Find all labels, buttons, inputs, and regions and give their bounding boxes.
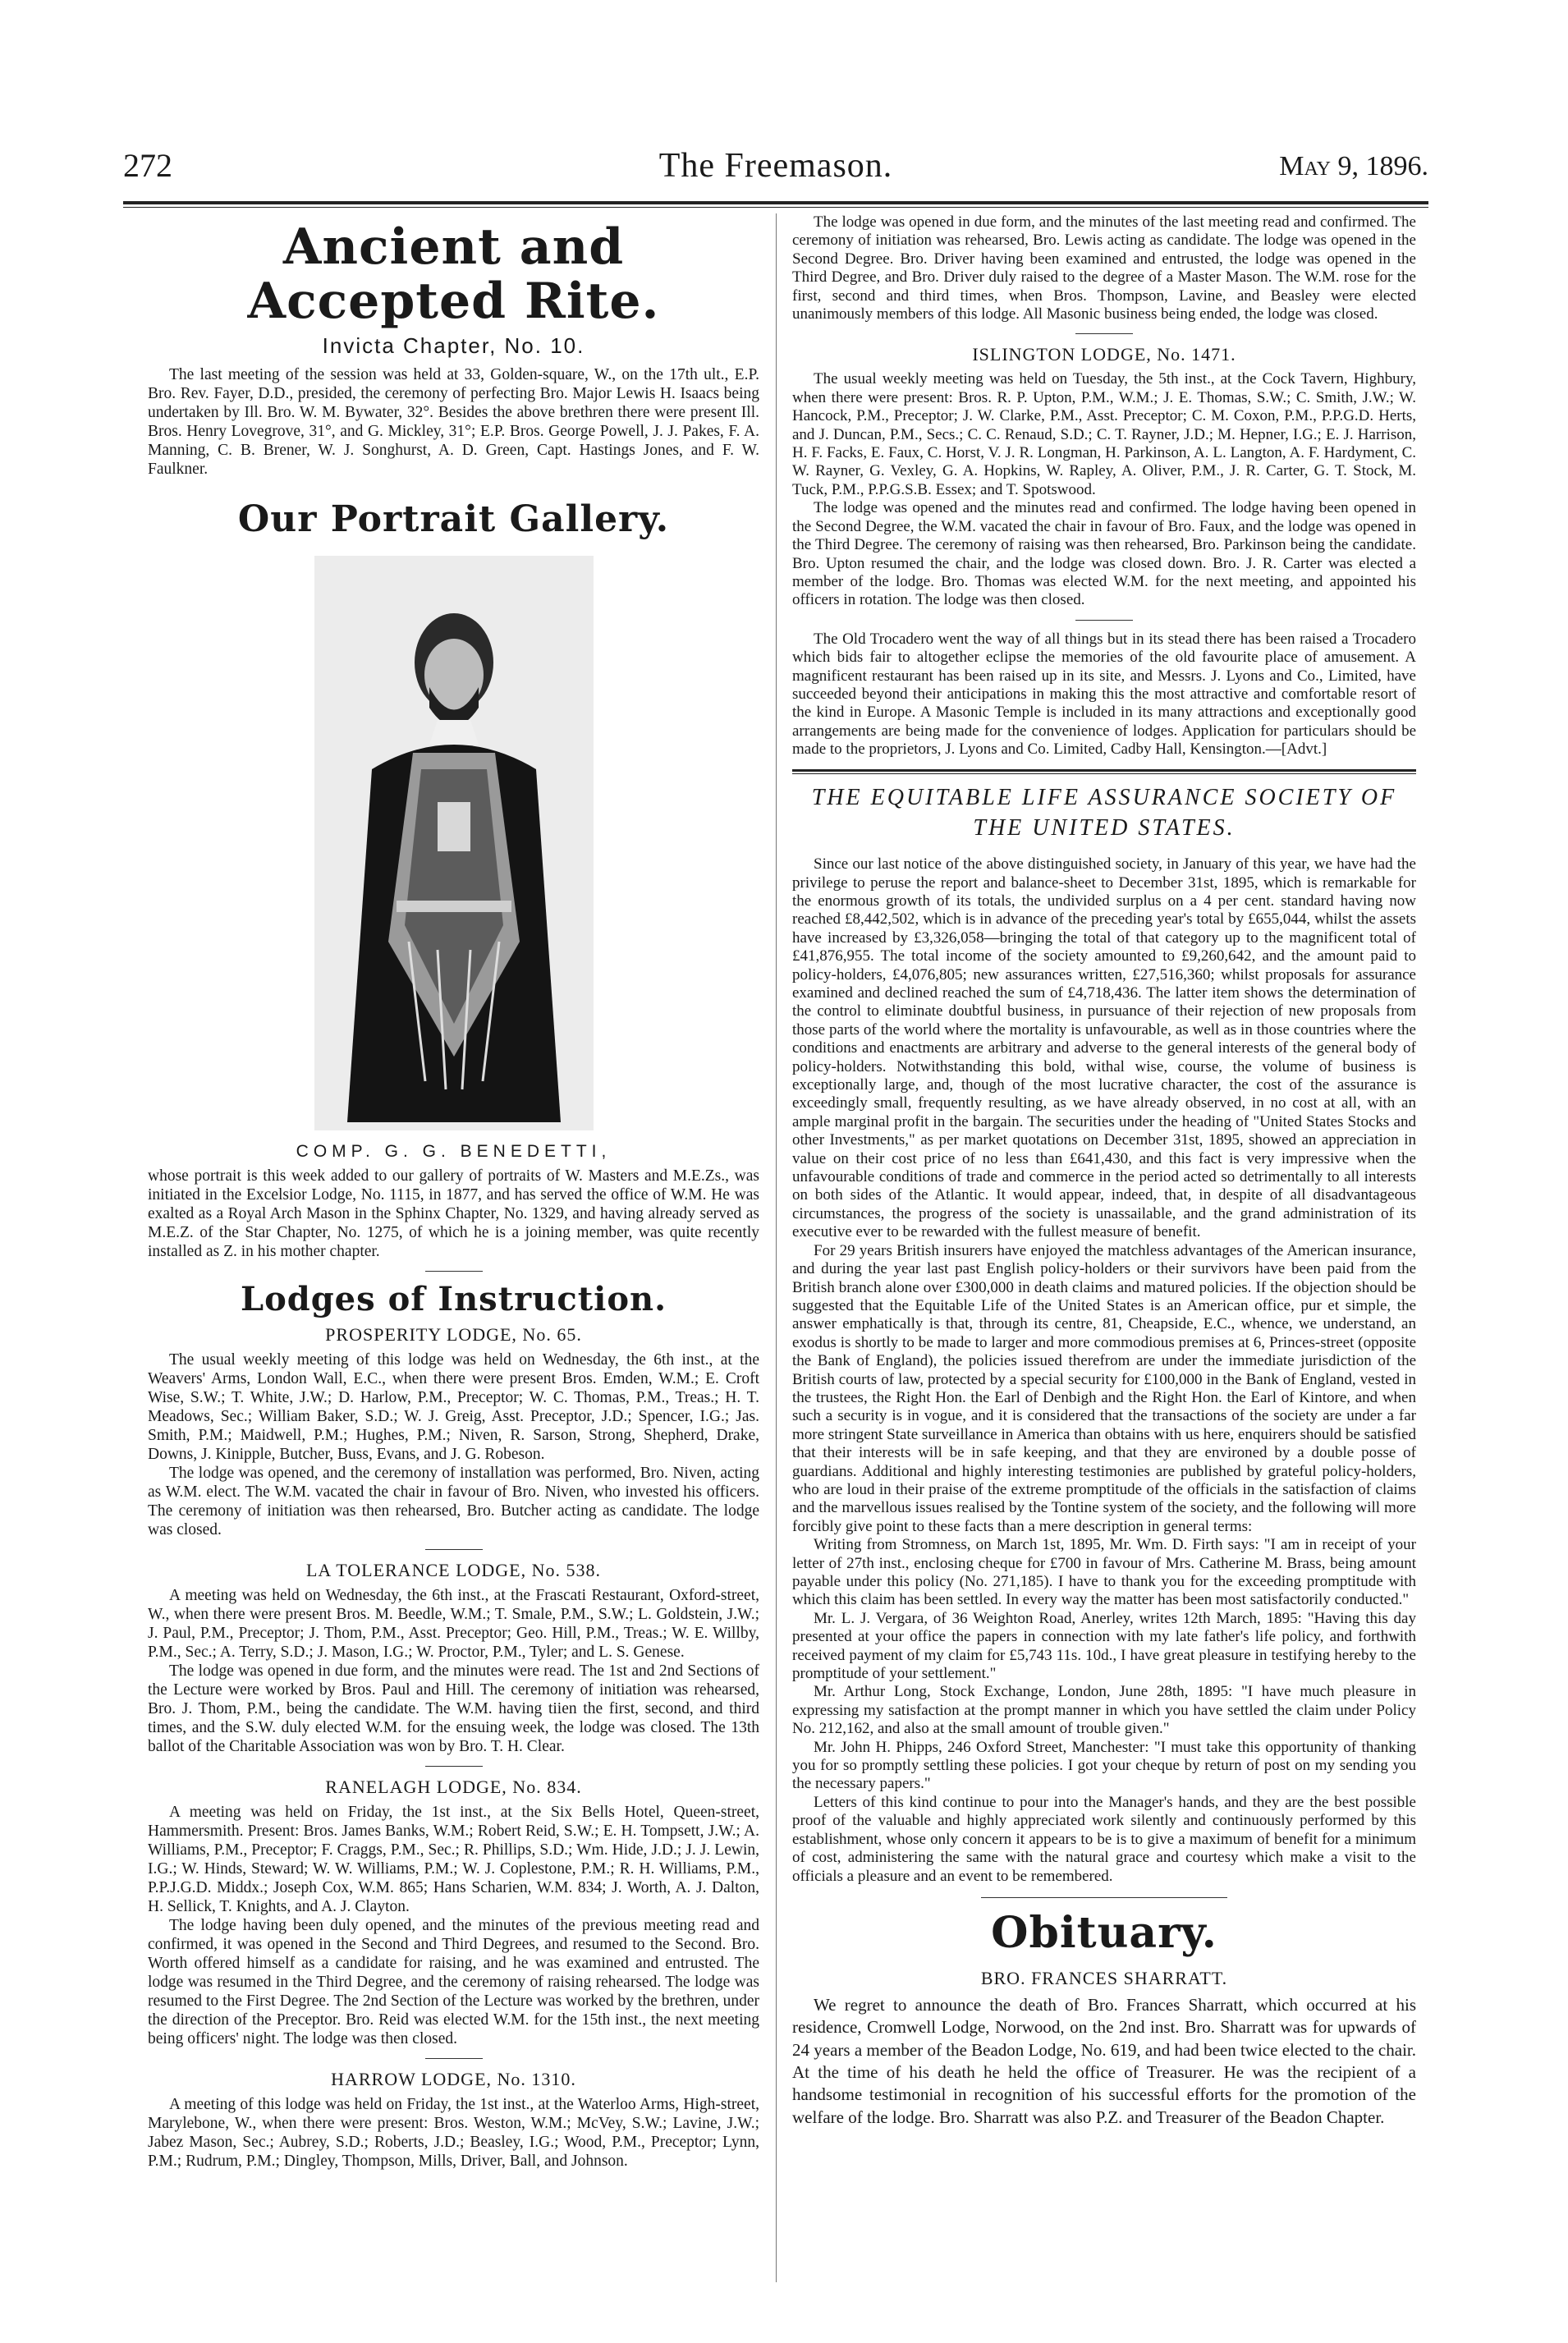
harrow-p1: A meeting of this lodge was held on Friday, the 1st inst., at the Waterloo Arms, High-street, Marylebone, W., when there were present: Bros. Weston, W.M.; McVey, S.W.; Lavine, J.W.; Jabez Mason, Sec.; Aubrey, S.D.; Roberts, J.D.; Beasley, I.G.; Wood, P.M., Preceptor; Lynn, P.M.; Rudrum, P.M.; Dingley, Thompson, Mills, Driver, Ball, and Johnson. bbox=[148, 2096, 759, 2171]
page-number: 272 bbox=[123, 147, 172, 184]
trocadero-notice: The Old Trocadero went the way of all things but in its stead there has been raised a Trocadero which bids fair to altogether eclipse the memories of the old favourite place of amusement. A magnificent restaurant has been raised up in its site, and Messrs. J. Lyons and Co., Limited, have succeeded beyond their anticipations in making this the most attractive and comfortable resort of the kind in Europe. A Masonic Temple is included in its many attractions and exceptionally good arrangements are being made for the convenience of lodges. Application for particulars should be made to the proprietors, J. Lyons and Co. Limited, Cadby Hall, Kensington.—[Advt.] bbox=[792, 630, 1416, 759]
section-rule-thick bbox=[792, 769, 1416, 772]
equitable-p6: Mr. John H. Phipps, 246 Oxford Street, Manchester: "I must take this opportunity of thanking you for so promptly settling these policies. I got your cheque by return of post on my sending you the necessary papers." bbox=[792, 1738, 1416, 1793]
ancient-rite-body: The last meeting of the session was held at 33, Golden-square, W., on the 17th ult., E.P. Bro. Rev. Fayer, D.D., presided, the ceremony of perfecting Bro. Major Lewis H. Isaacs being undertaken by Ill. Bro. W. M. Bywater, 32°. Besides the above brethren there were present Ill. Bros. Henry Lovegrove, 31°, and G. Mickley, 31°; E.P. Bros. George Powell, J. J. Pakes, F. A. Manning, C. B. Brener, W. J. Songhurst, A. D. Green, Capt. Hastings Jones, and F. W. Faulkner. bbox=[148, 366, 759, 478]
right-column bbox=[792, 213, 1416, 2129]
column-divider bbox=[776, 213, 777, 2282]
equitable-title bbox=[792, 782, 1416, 845]
section-rule-thin bbox=[792, 773, 1416, 774]
obituary-name: BRO. FRANCES SHARRATT. bbox=[980, 1968, 1228, 1989]
section-rule bbox=[1075, 333, 1133, 334]
tolerance-p2: The lodge was opened in due form, and the minutes were read. The 1st and 2nd Sections of the Lecture were worked by Bros. Paul and Hill. The ceremony of initiation was rehearsed, Bro. J. Thom, P.M., being the candidate. The W.M. having tiien the first, second, and third times, and the S.W. duly elected W.M. for the ensuing week, the lodge was closed. The 13th ballot of the Charitable Association was won by Bro. T. H. Clear. bbox=[148, 1662, 759, 1756]
left-column bbox=[148, 213, 759, 2171]
harrow-continuation: The lodge was opened in due form, and the minutes of the last meeting read and confirmed. The ceremony of initiation was rehearsed, Bro. Lewis acting as candidate. The lodge was opened in the Second Degree. Bro. Driver having been examined and entrusted, the lodge was opened in the Third Degree, and Bro. Driver duly raised to the degree of a Master Mason. The W.M. rose for the first, second and third times, when Bros. Thompson, Lavine, and Beasley were elected unanimously members of this lodge. All Masonic business being ended, the lodge was closed. bbox=[792, 213, 1416, 323]
section-rule bbox=[425, 2058, 483, 2059]
portrait-photo bbox=[314, 556, 594, 1130]
ranelagh-p2: The lodge having been duly opened, and the minutes of the previous meeting read and confirmed, it was opened in the Second and Third Degrees, and resumed to the Second. Bro. Worth offered himself as a candidate for raising, and he was examined and entrusted. The lodge was resumed in the Third Degree, and the ceremony of raising rehearsed. The lodge was resumed to the First Degree. The 2nd Section of the Lecture was worked by the brethren, under the direction of the Preceptor. Bro. Reid was elected W.M. for the 15th inst., the next meeting being officers' night. The lodge was then closed. bbox=[148, 1917, 759, 2048]
portrait-body: whose portrait is this week added to our gallery of portraits of W. Masters and M.E.Zs., was initiated in the Excelsior Lodge, No. 1115, in 1877, and has served the office of W.M. He was exalted as a Royal Arch Mason in the Sphinx Chapter, No. 1329, and having already served as M.E.Z. of the Star Chapter, No. 1275, of which he is a joining member, was quite recently installed as Z. in his mother chapter. bbox=[148, 1167, 759, 1261]
lodges-instruction-title: Lodges of Instruction. bbox=[240, 1280, 667, 1319]
section-rule bbox=[425, 1271, 483, 1272]
equitable-p1: Since our last notice of the above distinguished society, in January of this year, we have had the privilege to peruse the report and balance-sheet to December 31st, 1895, which is remarkable for the enormous growth of its totals, the undivided surplus on a 4 per cent. standard having now reached £8,442,502, which is in advance of the preceding year's total by £655,044, whilst the assets have increased by £3,326,058—bringing the total of that category up to the magnificent total of £41,876,955. The total income of the society amounted to £9,260,642, and the amount paid to policy-holders, £4,076,805; new assurances written, £27,516,360; whilst proposals for assurance examined and declined reached the sum of £4,718,436. The latter item shows the determination of the control to eliminate doubtful business, in pursuance of their rejection of new proposals from those parts of the world where the mortality is unfavourable, as well as in those countries where the conditions and enactments are arbitrary and adverse to the general interests of the general body of policy-holders. Notwithstanding this bold, withal wise, course, the volume of business is exceptionally large, and, though of the most lucrative character, the cost of the assurance is exceedingly small, frequently resulting, as we have already observed, in no cost at all, with an ample marginal profit in the bargain. The securities under the heading of "United States Stocks and other Investments," as per market quotations on December 31st, 1895, showed an appreciation in value on their cost price of no less than £641,430, and this fact is very impressive when the unfavourable conditions of trade and commerce in the period acted so detrimentally to all interests on both sides of the Atlantic. It would appear, indeed, that, in despite of all disadvantageous circumstances, the progress of the society is unassailable, and the grand administration of its executive ever to be rewarded with the fullest measure of benefit. bbox=[792, 855, 1416, 1241]
section-rule bbox=[981, 1897, 1227, 1898]
equitable-p3: Writing from Stromness, on March 1st, 1895, Mr. Wm. D. Firth says: "I am in receipt of your letter of 27th inst., enclosing cheque for £700 in favour of Mrs. Catherine M. Brass, being amount payable under this policy (No. 271,185). I have to thank you for the exceeding promptitude with which this claim has been settled. In every way the matter has been most satisfactorily conducted." bbox=[792, 1536, 1416, 1609]
masthead: The Freemason. bbox=[658, 147, 893, 185]
portrait-gallery-title: Our Portrait Gallery. bbox=[237, 498, 670, 540]
islington-p2: The lodge was opened and the minutes read and confirmed. The lodge having been opened in the Second Degree, the W.M. vacated the chair in favour of Bro. Faux, and the lodge was opened in the Third Degree. The ceremony of raising was then rehearsed, Bro. Parkinson being the candidate. Bro. Upton resumed the chair, and the lodge was closed down. Bro. J. R. Carter was elected a member of the lodge. Bro. Thomas was elected W.M. for the next meeting, and appointed his officers in rotation. The lodge was then closed. bbox=[792, 499, 1416, 609]
tolerance-p1: A meeting was held on Wednesday, the 6th inst., at the Frascati Restaurant, Oxford-street, W., when there were present Bros. M. Beedle, W.M.; T. Smale, P.M., S.W.; L. Goldstein, J.W.; J. Paul, P.M., Preceptor; J. Thom, P.M., Asst. Preceptor; Geo. Hill, P.M., Treas.; W. E. Willby, P.M., Sec.; A. Terry, S.D.; J. Mason, I.G.; W. Proctor, P.M., Tyler; and L. S. Genese. bbox=[148, 1587, 759, 1662]
prosperity-heading: PROSPERITY LODGE, No. 65. bbox=[325, 1324, 582, 1346]
equitable-p2: For 29 years British insurers have enjoyed the matchless advantages of the American insurance, and during the year last past English policy-holders or their survivors have been paid from the British branch alone over £300,000 in death claims and matured policies. If the objection should be suggested that the Equitable Life of the United States is an American office, pur et simple, the answer emphatically is that, through its centre, 81, Cheapside, E.C., whence, we understand, an exodus is shortly to be made to larger and more commodious premises at 6, Princes-street (opposite the Bank of England), the policies issued therefrom are under the immediate jurisdiction of the British courts of law, protected by a special security for £100,000 in the Bank of England, vested in the trustees, the Right Hon. the Earl of Denbigh and the Right Hon. the Earl of Kintore, and when such a security is in vogue, and it is considered that the transactions of the society are under a far more stringent State surveillance in America than obtains with us here, enquirers should be satisfied that their interests will be in safe keeping, and that they are environed by a double posse of guardians. Additional and highly interesting testimonies are published by grateful policy-holders, who are loud in their praise of the extreme promptitude of the officials in the satisfaction of claims and the marvellous issues realised by the Tontine system of the society, and the following will more forcibly give point to these facts than a mere description in general terms: bbox=[792, 1241, 1416, 1535]
issue-date: May 9, 1896. bbox=[1279, 151, 1428, 181]
harrow-heading: HARROW LODGE, No. 1310. bbox=[331, 2069, 576, 2090]
portrait-figure-icon bbox=[314, 556, 594, 1130]
section-rule bbox=[1075, 620, 1133, 621]
equitable-title-line2: THE UNITED STATES. bbox=[973, 815, 1236, 841]
equitable-p4: Mr. L. J. Vergara, of 36 Weighton Road, Anerley, writes 12th March, 1895: "Having this day presented at your office the papers in connection with my late father's life policy, and forthwith received payment of my claim for £5,743 11s. 10d., I have great pleasure in testifying hereby to the promptitude of your settlement." bbox=[792, 1609, 1416, 1683]
ranelagh-p1: A meeting was held on Friday, the 1st inst., at the Six Bells Hotel, Queen-street, Hammersmith. Present: Bros. James Banks, W.M.; Robert Reid, S.W.; E. H. Tompsett, J.W.; A. Williams, P.M., Preceptor; F. Craggs, P.M., Sec.; R. Phillips, S.D.; Wm. Hide, J.D.; J. J. Lewin, I.G.; W. Hinds, Steward; W. W. Williams, P.M.; W. J. Coplestone, P.M.; R. H. Williams, P.M., P.P.J.G.D. Middx.; Joseph Cox, W.M. 865; Hans Scharien, W.M. 834; J. Worth, A. J. Dalton, H. Sellick, T. Knights, and A. J. Clayton. bbox=[148, 1804, 759, 1916]
ancient-rite-title: Ancient and Accepted Rite. bbox=[247, 218, 660, 330]
header-rule bbox=[123, 201, 1428, 204]
obituary-body: We regret to announce the death of Bro. Frances Sharratt, which occurred at his residence, Cromwell Lodge, Norwood, on the 2nd inst. Bro. Sharratt was for upwards of 24 years a member of the Beadon Lodge, No. 619, and had been twice elected to the chair. At the time of his death he held the office of Treasurer. He was the recipient of a handsome testimonial in recognition of his successful efforts for the promotion of the welfare of the lodge. Bro. Sharratt was also P.Z. and Treasurer of the Beadon Chapter. bbox=[792, 1995, 1416, 2127]
section-rule bbox=[425, 1549, 483, 1550]
equitable-title-line1: THE EQUITABLE LIFE ASSURANCE SOCIETY OF bbox=[811, 784, 1397, 810]
prosperity-p1: The usual weekly meeting of this lodge was held on Wednesday, the 6th inst., at the Weavers' Arms, London Wall, E.C., when there were present Bros. Emden, W.M.; E. Croft Wise, S.W.; T. White, J.W.; D. Harlow, P.M., Preceptor; W. C. Thomas, P.M., Treas.; H. T. Meadows, Sec.; William Baker, S.D.; W. J. Greig, Asst. Preceptor, J.D.; Spencer, I.G.; Jas. Smith, P.M.; Maidwell, P.M.; Hughes, P.M.; Niven, R. Sarson, Strong, Shepherd, Drake, Downs, J. Kinipple, Butcher, Buss, Evans, and J. G. Robeson. bbox=[148, 1351, 759, 1464]
equitable-p5: Mr. Arthur Long, Stock Exchange, London, June 28th, 1895: "I have much pleasure in expressing my satisfaction at the prompt manner in which you have settled the claim under Policy No. 212,162, and also at the small amount of trouble given." bbox=[792, 1683, 1416, 1738]
equitable-p7: Letters of this kind continue to pour into the Manager's hands, and they are the best possible proof of the valuable and highly appreciated work silently and continuously performed by this establishment, whose only concern it appears to be is to give a maximum of benefit for a minimum of cost, administering the same with the natural grace and courtesy which make a visit to the officials a pleasure and an event to be remembered. bbox=[792, 1793, 1416, 1885]
page-header bbox=[123, 146, 1428, 195]
prosperity-p2: The lodge was opened, and the ceremony of installation was performed, Bro. Niven, acting as W.M. elect. The W.M. vacated the chair in favour of Bro. Niven, who invested his officers. The ceremony of initiation was then rehearsed, Bro. Butcher acting as candidate. The lodge was closed. bbox=[148, 1465, 759, 1539]
tolerance-heading: LA TOLERANCE LODGE, No. 538. bbox=[305, 1560, 601, 1581]
portrait-name: COMP. G. G. BENEDETTI, bbox=[296, 1142, 612, 1162]
section-rule bbox=[425, 1766, 483, 1767]
islington-heading: ISLINGTON LODGE, No. 1471. bbox=[972, 344, 1236, 365]
islington-p1: The usual weekly meeting was held on Tuesday, the 5th inst., at the Cock Tavern, Highbury, when there were present: Bros. R. P. Upton, P.M., W.M.; J. E. Thomas, S.W.; C. Smith, J.W.; W. Hancock, P.M., Preceptor; J. W. Clarke, P.M., Asst. Preceptor; C. M. Coxon, P.M., P.P.G.D. Herts, and J. Duncan, P.M., Secs.; C. C. Renaud, S.D.; C. T. Rayner, J.D.; M. Hepner, I.G.; E. J. Harrison, H. F. Facks, E. Faux, C. Horst, V. J. R. Longman, H. Parkinson, A. L. Langton, A. F. Hardyment, C. W. Rayner, G. Vexley, G. A. Hopkins, W. Rapley, A. Oliver, P.M., J. R. Carter, G. T. Stock, M. Tuck, P.M., P.P.G.S.B. Essex; and T. Spotswood. bbox=[792, 370, 1416, 498]
header-rule-thin bbox=[123, 207, 1428, 208]
obituary-title: Obituary. bbox=[991, 1907, 1217, 1958]
ranelagh-heading: RANELAGH LODGE, No. 834. bbox=[325, 1777, 582, 1798]
invicta-chapter-subtitle: Invicta Chapter, No. 10. bbox=[322, 333, 585, 358]
